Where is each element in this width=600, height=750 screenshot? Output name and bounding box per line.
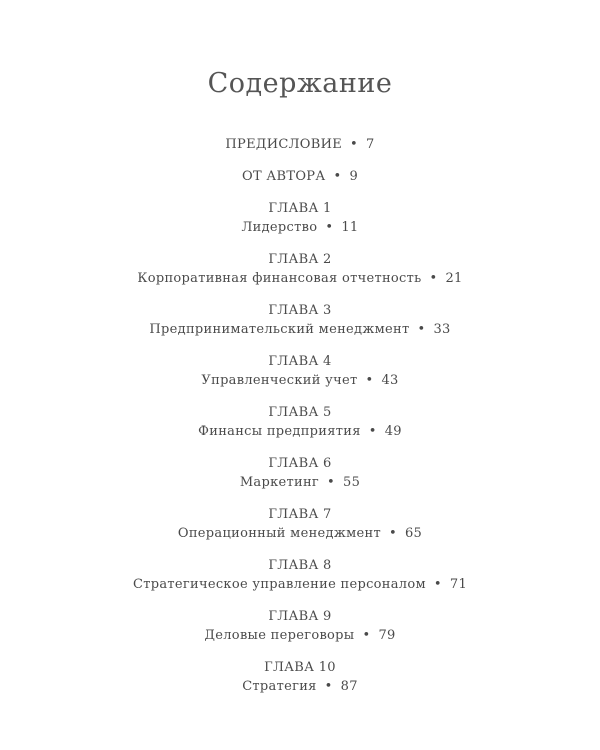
toc-entry-chapter-6 bbox=[0, 475, 600, 491]
chapter-label: ГЛАВА 4 bbox=[268, 354, 332, 369]
entry-name: ПРЕДИСЛОВИЕ bbox=[225, 137, 343, 152]
toc-entry-preface bbox=[0, 137, 600, 153]
entry-name: Маркетинг bbox=[239, 475, 320, 490]
toc-entry-chapter-3 bbox=[0, 322, 600, 338]
chapter-label: ГЛАВА 5 bbox=[268, 405, 332, 420]
separator: • bbox=[350, 137, 358, 152]
separator: • bbox=[368, 424, 377, 439]
entry-name: Предпринимательский менеджмент bbox=[149, 322, 410, 337]
entry-page: 11 bbox=[341, 220, 359, 235]
separator: • bbox=[429, 271, 438, 286]
entry-name: Финансы предприятия bbox=[198, 424, 361, 439]
separator: • bbox=[325, 220, 334, 235]
entry-name: ОТ АВТОРА bbox=[241, 169, 326, 184]
entry-name: Управленческий учет bbox=[201, 373, 358, 388]
entry-page: 55 bbox=[343, 475, 361, 490]
entry-name: Лидерство bbox=[241, 220, 318, 235]
entry-page: 87 bbox=[340, 679, 358, 694]
entry-page: 43 bbox=[381, 373, 399, 388]
entry-page: 33 bbox=[433, 322, 451, 337]
entry-name: Стратегия bbox=[242, 679, 317, 694]
chapter-label: ГЛАВА 10 bbox=[264, 660, 336, 675]
separator: • bbox=[324, 679, 333, 694]
entry-name: Стратегическое управление персоналом bbox=[132, 577, 426, 592]
entry-page: 7 bbox=[366, 137, 375, 152]
entry-name: Операционный менеджмент bbox=[177, 526, 381, 541]
chapter-label: ГЛАВА 7 bbox=[268, 507, 332, 522]
toc-entry-chapter-4 bbox=[0, 373, 600, 389]
entry-page: 21 bbox=[445, 271, 463, 286]
entry-page: 65 bbox=[404, 526, 423, 541]
chapter-label: ГЛАВА 6 bbox=[268, 456, 332, 471]
toc-entry-chapter-8 bbox=[0, 577, 600, 593]
toc-entry-chapter-10 bbox=[0, 679, 600, 695]
entry-page: 71 bbox=[449, 577, 468, 592]
separator: • bbox=[333, 169, 342, 184]
chapter-label: ГЛАВА 3 bbox=[268, 303, 332, 318]
separator: • bbox=[365, 373, 374, 388]
page-title: Содержание bbox=[207, 68, 393, 99]
chapter-label: ГЛАВА 1 bbox=[268, 201, 332, 216]
separator: • bbox=[327, 475, 336, 490]
chapter-label: ГЛАВА 8 bbox=[268, 558, 332, 573]
toc-entry-chapter-7 bbox=[0, 526, 600, 542]
chapter-label: ГЛАВА 2 bbox=[268, 252, 332, 267]
separator: • bbox=[417, 322, 426, 337]
entry-page: 9 bbox=[349, 169, 359, 184]
separator: • bbox=[362, 628, 371, 643]
toc-entry-chapter-1 bbox=[0, 220, 600, 236]
chapter-label: ГЛАВА 9 bbox=[268, 609, 332, 624]
entry-name: Деловые переговоры bbox=[204, 628, 355, 643]
toc-entry-from-author bbox=[0, 169, 600, 185]
toc-entry-chapter-9 bbox=[0, 628, 600, 644]
entry-name: Корпоративная финансовая отчетность bbox=[137, 271, 422, 286]
toc-entry-chapter-5 bbox=[0, 424, 600, 440]
separator: • bbox=[388, 526, 397, 541]
entry-page: 49 bbox=[384, 424, 402, 439]
toc-entry-chapter-2 bbox=[0, 271, 600, 287]
separator: • bbox=[433, 577, 442, 592]
entry-page: 79 bbox=[378, 628, 396, 643]
